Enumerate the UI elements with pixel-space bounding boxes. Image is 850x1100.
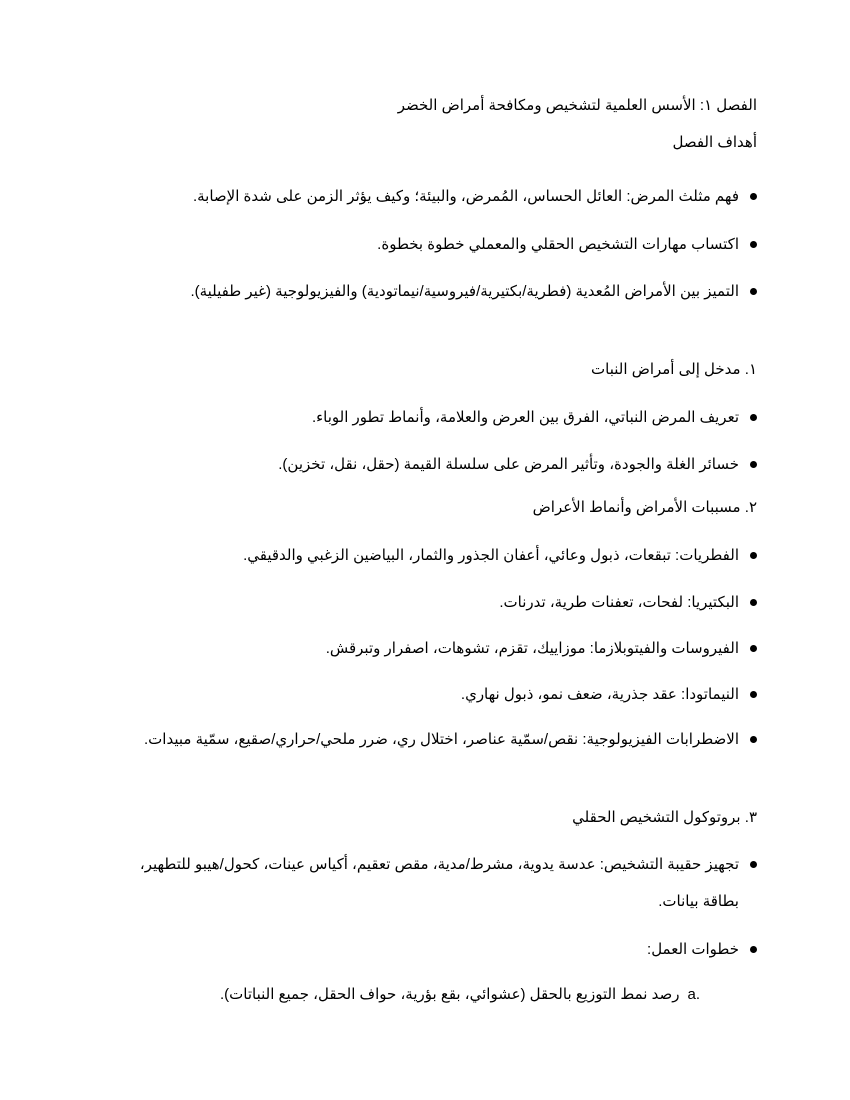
bullet-icon: [750, 461, 757, 468]
bullet-icon: [750, 861, 757, 868]
chapter-title: الفصل ١: الأسس العلمية لتشخيص ومكافحة أمراض الخضر: [397, 97, 757, 114]
list-item: النيماتودا: عقد جذرية، ضعف نمو، ذبول نهاري.: [117, 676, 757, 713]
list-item: الفيروسات والفيتوبلازما: موزاييك، تقزم، تشوهات، اصفرار وتبرقش.: [117, 630, 757, 667]
bullet-icon: [750, 645, 757, 652]
bullet-icon: [750, 736, 757, 743]
bullet-icon: [750, 691, 757, 698]
sub-list-item: [220, 984, 700, 1006]
list-item: خسائر الغلة والجودة، وتأثير المرض على سلسلة القيمة (حقل، نقل، تخزين).: [117, 446, 757, 483]
sub-item-text: رصد نمط التوزيع بالحقل (عشوائي، بقع بؤرية، حواف الحقل، جميع النباتات).: [219, 986, 680, 1003]
list-item: تجهيز حقيبة التشخيص: عدسة يدوية، مشرط/مدية، مقص تعقيم، أكياس عينات، كحول/هيبو للتطهير، بطاقة بيانات.: [117, 846, 757, 920]
list-item: البكتيريا: لفحات، تعفنات طرية، تدرنات.: [117, 584, 757, 621]
bullet-icon: [750, 193, 757, 200]
bullet-icon: [750, 599, 757, 606]
section-heading: ٣. بروتوكول التشخيص الحقلي: [572, 809, 757, 826]
bullet-icon: [750, 241, 757, 248]
objective-item: فهم مثلث المرض: العائل الحساس، المُمرض، والبيئة؛ وكيف يؤثر الزمن على شدة الإصابة.: [117, 178, 757, 215]
list-item: تعريف المرض النباتي، الفرق بين العرض والعلامة، وأنماط تطور الوباء.: [117, 399, 757, 436]
section-heading: ١. مدخل إلى أمراض النبات: [591, 361, 757, 378]
bullet-icon: [750, 946, 757, 953]
sub-item-marker: a.: [687, 986, 700, 1003]
objective-item: اكتساب مهارات التشخيص الحقلي والمعملي خطوة بخطوة.: [117, 226, 757, 263]
list-item: الاضطرابات الفيزيولوجية: نقص/سمّية عناصر، اختلال ري، ضرر ملحي/حراري/صقيع، سمّية مبيدات.: [117, 721, 757, 758]
bullet-icon: [750, 414, 757, 421]
list-item: خطوات العمل:: [117, 931, 757, 968]
objective-item: التميز بين الأمراض المُعدية (فطرية/بكتيرية/فيروسية/نيماتودية) والفيزيولوجية (غير طفيلية).: [117, 273, 757, 310]
list-item: الفطريات: تبقعات، ذبول وعائي، أعفان الجذور والثمار، البياضين الزغبي والدقيقي.: [117, 537, 757, 574]
objectives-heading: أهداف الفصل: [672, 134, 757, 151]
bullet-icon: [750, 552, 757, 559]
section-heading: ٢. مسببات الأمراض وأنماط الأعراض: [532, 499, 757, 516]
bullet-icon: [750, 288, 757, 295]
